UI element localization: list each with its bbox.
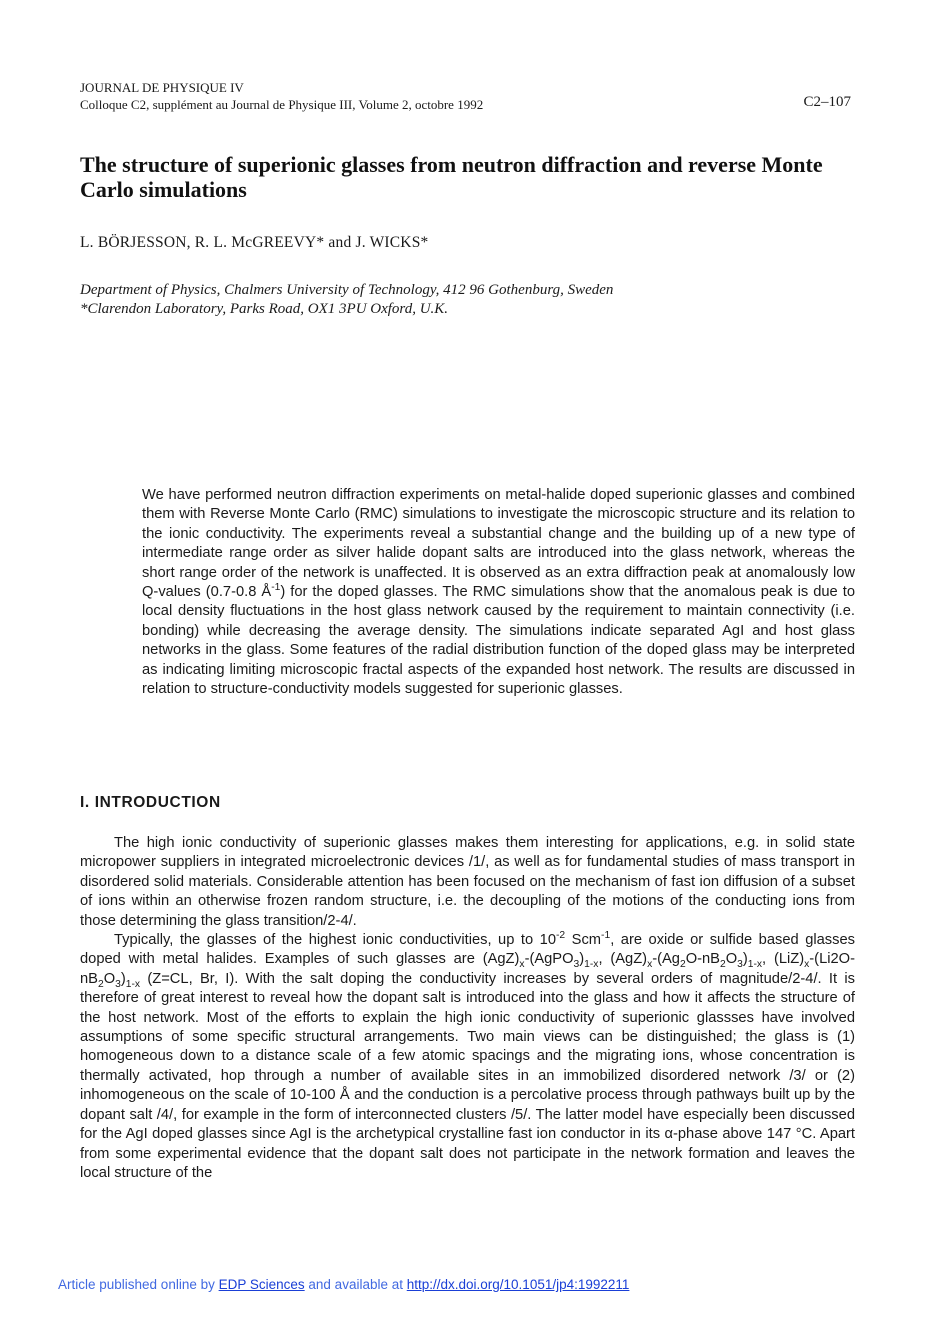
text-run: -(AgPO <box>524 951 574 968</box>
publication-footer <box>58 1277 629 1292</box>
intro-paragraph-1: The high ionic conductivity of superionic glasses makes them interesting for applications, e.g. in solid state micropower suppliers in integrated microelectronic devices /1/, as well as for fundamental studies of mass transport in disordered solid materials. Considerable attention has been focused on the mechanism of fast ion diffusion of a subset of ions within an otherwise frozen random structure, i.e. the decoupling of the motions of the conducting ions from those determining the glass transition/2-4/. <box>80 835 855 929</box>
text-run: , (LiZ) <box>762 951 805 968</box>
subscript: 1-x <box>747 959 763 971</box>
subscript: 2 <box>97 978 104 990</box>
text-run: Scm <box>565 932 602 949</box>
text-run: O <box>725 951 738 968</box>
subscript: x <box>519 959 525 971</box>
subscript: 1-x <box>125 978 141 990</box>
journal-header <box>80 79 483 113</box>
affiliations <box>80 281 613 319</box>
text-run: Typically, the glasses of the highest ionic conductivities, up to 10 <box>114 932 556 949</box>
text-run: -(Ag <box>652 951 680 968</box>
superscript: -1 <box>601 930 611 942</box>
subscript: x <box>804 959 810 971</box>
text-run: O <box>103 970 116 987</box>
subscript: 3 <box>115 978 121 990</box>
text-run: ) <box>579 951 585 968</box>
author-list: L. BÖRJESSON, R. L. McGREEVY* and J. WICKS* <box>80 234 429 251</box>
abstract-superscript: -1 <box>271 582 281 594</box>
intro-paragraph-2 <box>80 931 855 1183</box>
text-run: -(Li2O-nB <box>80 951 855 987</box>
affiliation-clarendon: *Clarendon Laboratory, Parks Road, OX1 3PU Oxford, U.K. <box>80 301 449 317</box>
article-title: The structure of superionic glasses from neutron diffraction and reverse Monte Carlo simulations <box>80 152 823 202</box>
abstract <box>142 486 855 699</box>
colloque-line: Colloque C2, supplément au Journal de Physique III, Volume 2, octobre 1992 <box>80 97 484 112</box>
affiliation-chalmers: Department of Physics, Chalmers University of Technology, 412 96 Gothenburg, Sweden <box>80 282 614 298</box>
text-run: ) <box>120 970 126 987</box>
section-heading-introduction: I. INTRODUCTION <box>80 794 221 811</box>
journal-name: JOURNAL DE PHYSIQUE IV <box>80 80 244 95</box>
abstract-text-1: We have performed neutron diffraction experiments on metal-halide doped superionic glasses and combined them with Reverse Monte Carlo (RMC) simulations to investigate the microscopic structure and its relation to the ionic conductivity. The experiments reveal a substantial change and the building up of a new type of intermediate range order as silver halide dopant salts are introduced into the glass network, whereas the short range order of the network is unaffected. It is observed as an extra diffraction peak at anomalously low Q-values (0.7-0.8 Å <box>142 487 855 601</box>
doi-link[interactable]: http://dx.doi.org/10.1051/jp4:1992211 <box>406 1277 630 1292</box>
subscript: 3 <box>737 959 743 971</box>
abstract-text-2: ) for the doped glasses. The RMC simulations show that the anomalous peak is due to local density fluctuations in the host glass network caused by the requirement to maintain connectivity (i.e. bonding) while decreasing the average density. The simulations indicate separated AgI and host glass networks in the glass. Some features of the radial distribution function of the doped glass may be interpreted as indicating limiting microscopic fractal aspects of the expanded host network. The results are discussed in relation to structure-conductivity models suggested for superionic glasses. <box>142 584 855 698</box>
footer-middle: and available at <box>304 1277 407 1292</box>
text-run: , (AgZ) <box>598 951 648 968</box>
subscript: 2 <box>719 959 726 971</box>
subscript: 1-x <box>584 959 599 971</box>
subscript: 2 <box>679 959 686 971</box>
text-run: O-nB <box>685 951 720 968</box>
text-run: , are oxide or sulfide based glasses doped with metal halides. Examples of such glasses are (AgZ) <box>80 932 855 968</box>
footer-prefix: Article published online by <box>58 1277 219 1292</box>
superscript: -2 <box>556 930 566 942</box>
text-run: ) <box>742 951 748 968</box>
introduction-body <box>80 834 855 1183</box>
subscript: x <box>647 959 653 971</box>
publisher-link[interactable]: EDP Sciences <box>218 1277 305 1292</box>
page-number: C2–107 <box>803 94 851 110</box>
subscript: 3 <box>573 959 580 971</box>
text-run: (Z=CL, Br, I). With the salt doping the conductivity increases by several orders of magnitude/2-4/. It is therefore of great interest to reveal how the dopant salt is introduced into the glass and how it affects the structure of the host network. Most of the efforts to explain the high ionic conductivity of superionic glassses have involved assumptions of some specific structural arrangements. Two main views can be distinguished; the glass is (1) homogeneous down to a distance scale of a few atomic spacings and the migrating ions, whose concentration is thermally activated, hop through a number of available sites in an immobilized disordered network /3/ or (2) inhomogeneous on the scale of 10-100 Å and the conduction is a percolative process through pathways built up by the dopant salt /4/, for example in the form of interconnected clusters /5/. The latter model have especially been discussed for the AgI doped glasses since AgI is the archetypical crystalline fast ion conductor in its α-phase above 147 °C. Apart from some experimental evidence that the dopant salt does not participate in the network formation and leaves the local structure of the <box>80 970 855 1181</box>
